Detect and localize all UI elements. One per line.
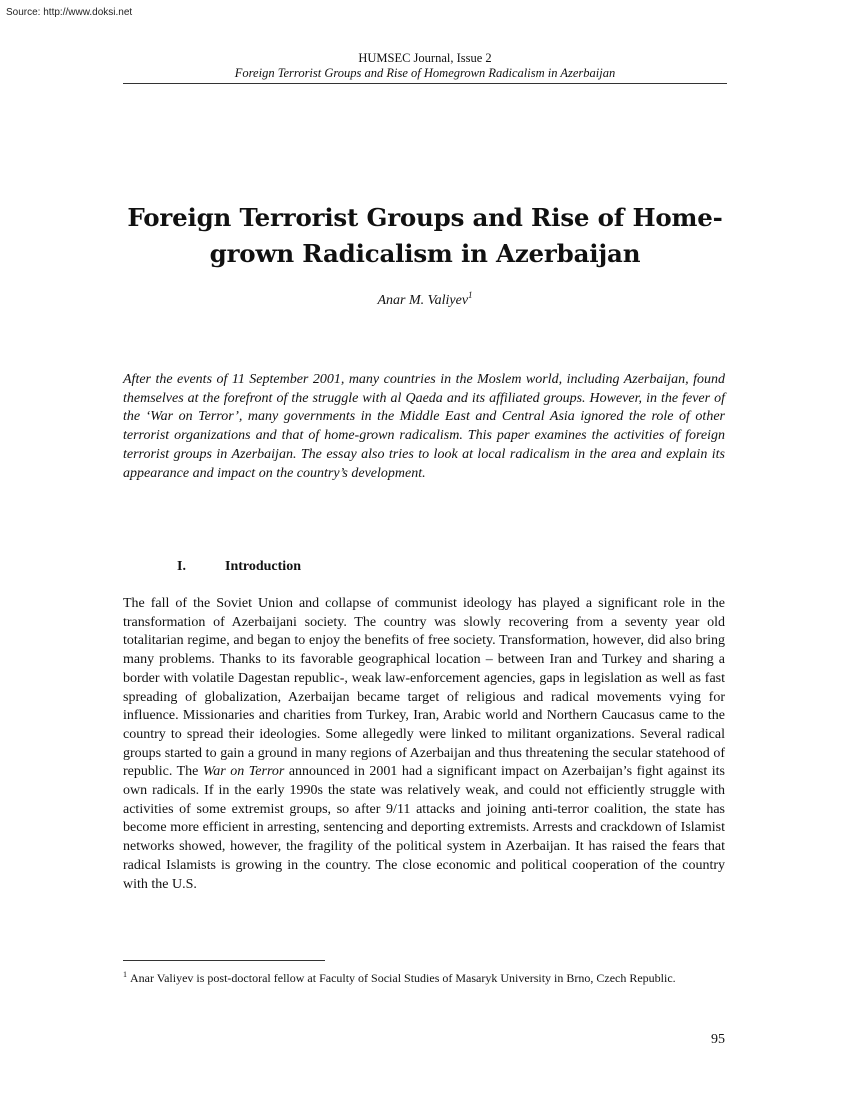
paper-title-line-2: grown Radicalism in Azerbaijan — [209, 239, 641, 268]
paper-title — [100, 200, 750, 272]
abstract: After the events of 11 September 2001, many countries in the Moslem world, including Azerbaijan, found themselves at the forefront of the struggle with al Qaeda and its affiliated groups. However, in the fever of the ‘War on Terror’, many governments in the Middle East and Central Asia ignored the role of other terrorist organizations and that of home-grown radicalism. This paper examines the activities of foreign terrorist groups in Azerbaijan. The essay also tries to look at local radicalism in the area and explain its appearance and impact on the country’s development. — [123, 372, 725, 481]
author-name: Anar M. Valiyev — [377, 293, 469, 308]
paper-title-line-1: Foreign Terrorist Groups and Rise of Home- — [127, 203, 723, 232]
footnote-text: Anar Valiyev is post-doctoral fellow at Faculty of Social Studies of Masaryk University in Brno, Czech Republic. — [130, 971, 676, 985]
footnote-rule — [123, 960, 325, 961]
section-title: Introduction — [225, 559, 301, 574]
body-text-part-1: The fall of the Soviet Union and collapse of communist ideology has played a significant role in the transformation of Azerbaijani society. The country was slowly recovering from a seventy year old totalitarian regime, and began to enjoy the benefits of free society. Transformation, however, did also bring many problems. Thanks to its favorable geographical location – between Iran and Turkey and sharing a border with volatile Dagestan republic-, weak law-enforcement agencies, gaps in legislation as well as fast spreading of globalization, Azerbaijan became target of religious and radical movements vying for influence. Missionaries and charities from Turkey, Iran, Arabic world and Northern Caucasus came to the country to spread their ideologies. Some allegedly were linked to militant organizations. Several radical groups started to gain a ground in many regions of Azerbaijan and thus threatening the secular statehood of republic. The — [123, 596, 725, 780]
footnote — [123, 967, 725, 986]
author-footnote-mark[interactable]: 1 — [468, 290, 473, 300]
author-line — [123, 290, 727, 309]
running-title: Foreign Terrorist Groups and Rise of Homegrown Radicalism in Azerbaijan — [234, 66, 616, 80]
section-number: I. — [177, 559, 186, 574]
header-rule — [123, 83, 727, 84]
running-header — [123, 51, 727, 81]
journal-name: HUMSEC Journal, Issue 2 — [358, 51, 492, 65]
source-url: Source: http://www.doksi.net — [6, 7, 133, 18]
page-number: 95 — [711, 1032, 725, 1047]
body-emphasis: War on Terror — [202, 764, 285, 780]
footnote-mark: 1 — [123, 970, 127, 979]
body-paragraph — [123, 595, 725, 894]
section-heading — [177, 559, 301, 575]
body-text-part-2: announced in 2001 had a significant impact on Azerbaijan’s fight against its own radicals. If in the early 1990s the state was relatively weak, and could not efficiently struggle with activities of some extremist groups, so after 9/11 attacks and joining anti-terror coalition, the state has become more efficient in arresting, sentencing and deporting extremists. Arrests and crackdown of Islamist networks showed, however, the fragility of the political system in Azerbaijan. It has raised the fears that radical Islamists is growing in the country. The close economic and political cooperation of the country with the U.S. — [123, 764, 725, 892]
